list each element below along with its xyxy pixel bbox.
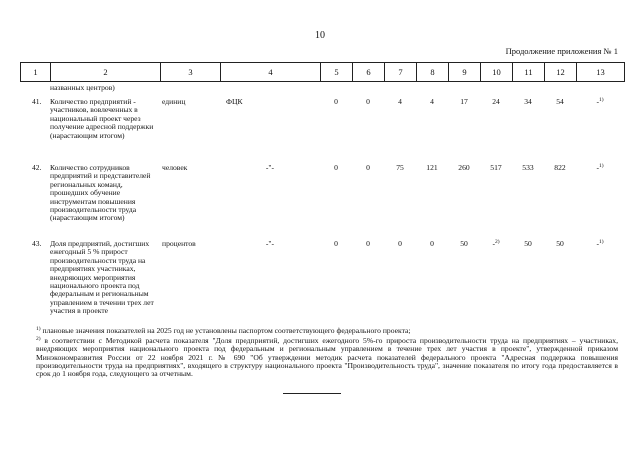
value-cell: 50: [556, 239, 564, 248]
value-cell: 517: [490, 163, 502, 172]
header-cell: 5: [321, 63, 353, 82]
value-cell: 0: [430, 239, 434, 248]
value-cell: 260: [458, 163, 470, 172]
header-cell: 10: [481, 63, 513, 82]
header-cell: 12: [545, 63, 577, 82]
indicators-table: [20, 84, 624, 326]
value-cell: 24: [492, 97, 500, 106]
footnotes: [36, 327, 618, 380]
row-number: 42.: [32, 163, 42, 172]
continuation-label: Продолжение приложения № 1: [505, 46, 618, 56]
value-cell: 0: [366, 239, 370, 248]
last-value: -: [596, 97, 599, 106]
header-cell: 2: [51, 63, 161, 82]
table-row: [20, 164, 624, 240]
last-value-cell: [576, 240, 624, 326]
carryover-row: [20, 84, 624, 98]
value-cell: 533: [522, 163, 534, 172]
header-cell: 8: [417, 63, 449, 82]
page-number: 10: [315, 30, 325, 41]
last-value: -: [596, 163, 599, 172]
header-cell: 4: [221, 63, 321, 82]
value-cell: 50: [460, 239, 468, 248]
table-row: [20, 98, 624, 164]
footnote-text: в соответствии с Методикой расчета показателя "Доля предприятий, достигших ежегодного 5%-го прироста производительности труда на предприятиях – участниках, внедряющих мероприятия национального проекта под федеральным и региональным управлением в течение трех лет участия в проекте", утвержденной приказом Минэкономразвития России от 22 ноября 2021 г. № 690 "Об утверждении методик расчета показателей федерального проекта "Адресная поддержка повышения производительности труда на предприятиях", входящего в структуру национального проекта "Производительность труда", значение показателя по итогу года предоставляется в срок до 1 ноября года, следующего за отчетным.: [36, 336, 618, 379]
value: -: [492, 239, 495, 248]
last-value: -: [596, 239, 599, 248]
footnote-marker: 1): [598, 97, 604, 103]
footnote-text: плановые значения показателей на 2025 год не установлены паспортом соответствующего федерального проекта;: [42, 326, 411, 335]
footnote: [36, 327, 618, 335]
footnote-marker: 2): [494, 239, 500, 245]
value-cell: 0: [334, 239, 338, 248]
value-cell: 121: [426, 163, 438, 172]
footnote-marker: 2): [36, 336, 41, 343]
value-cell: 34: [524, 97, 532, 106]
indicator-name: Доля предприятий, достигших ежегодный 5 % прирост производительности труда на предприятиях участниках, внедряющих мероприятия национального проекта под федеральным и региональным управлением в течении трех лет участия в проекте: [50, 239, 154, 316]
source: ФЦК: [226, 97, 243, 106]
header-cell: 7: [385, 63, 417, 82]
value-cell: 0: [366, 163, 370, 172]
value-cell: 50: [524, 239, 532, 248]
value-cell: [480, 240, 512, 326]
value-cell: 0: [334, 163, 338, 172]
carryover-text: названных центров): [50, 83, 115, 92]
footnote-marker: 1): [598, 239, 604, 245]
footnote-marker: 1): [36, 326, 41, 332]
table-row: [20, 240, 624, 326]
divider: [283, 393, 341, 394]
header-cell: 13: [577, 63, 625, 82]
row-number: 41.: [32, 97, 42, 106]
unit: человек: [162, 163, 188, 172]
value-cell: 75: [396, 163, 404, 172]
value-cell: 822: [554, 163, 566, 172]
unit: единиц: [162, 97, 186, 106]
value-cell: 4: [398, 97, 402, 106]
last-value-cell: [576, 164, 624, 240]
source: -"-: [265, 239, 275, 248]
header-cell: 11: [513, 63, 545, 82]
unit: процентов: [162, 239, 196, 248]
value-cell: 54: [556, 97, 564, 106]
value-cell: 0: [334, 97, 338, 106]
indicator-name: Количество сотрудников предприятий и представителей региональных команд, прошедших обучение инструментам повышения производительности труда (нарастающим итогом): [50, 163, 151, 223]
column-number-header: [20, 62, 625, 82]
last-value-cell: [576, 98, 624, 164]
header-cell: 6: [353, 63, 385, 82]
header-cell: 3: [161, 63, 221, 82]
value-cell: 17: [460, 97, 468, 106]
indicator-name: Количество предприятий - участников, вовлеченных в национальный проект через получение адресной поддержки (нарастающим итогом): [50, 97, 154, 140]
source: -"-: [265, 163, 275, 172]
header-cell: 1: [21, 63, 51, 82]
value-cell: 0: [366, 97, 370, 106]
value-cell: 4: [430, 97, 434, 106]
value-cell: 0: [398, 239, 402, 248]
header-cell: 9: [449, 63, 481, 82]
row-number: 43.: [32, 239, 42, 248]
footnote: [36, 337, 618, 378]
footnote-marker: 1): [598, 163, 604, 169]
